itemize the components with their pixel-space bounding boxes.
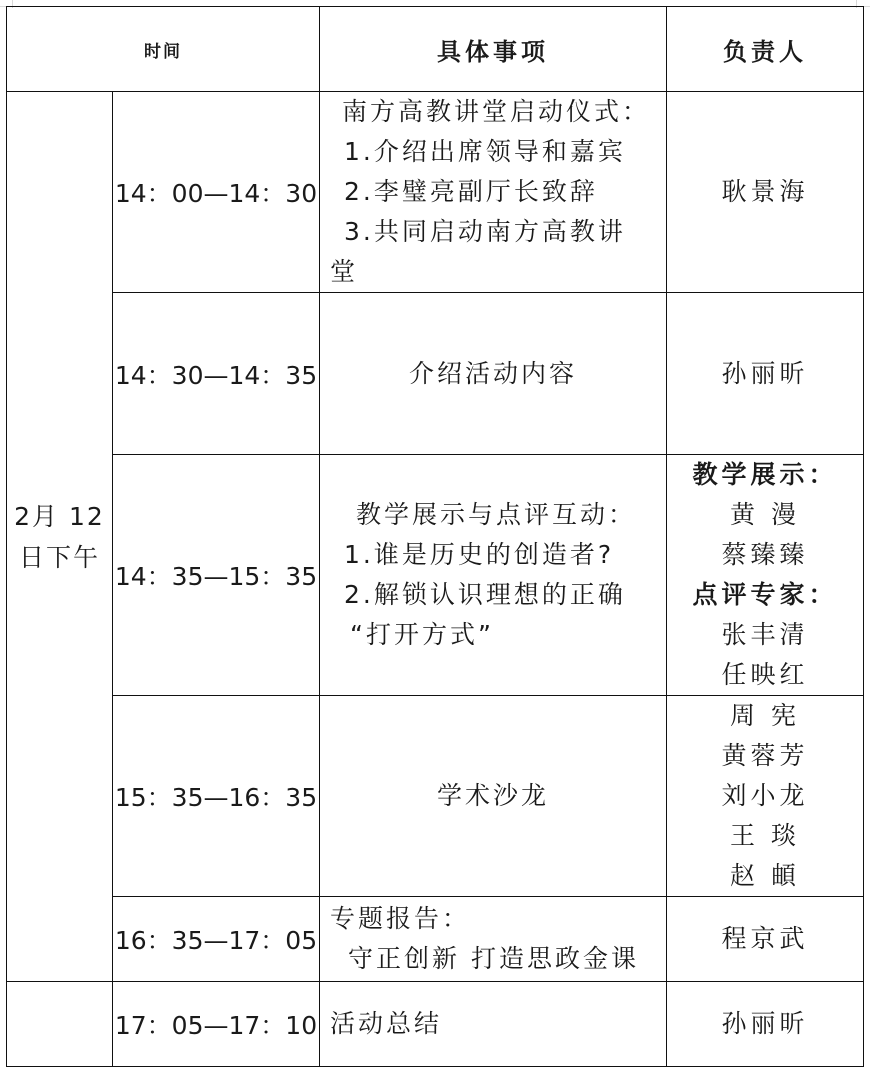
person-name: 王 琰	[730, 821, 800, 850]
time-cell: 14：35—15：35	[113, 455, 320, 696]
item-cell: 介绍活动内容	[320, 293, 667, 455]
schedule-table	[6, 6, 864, 1067]
table-row	[7, 455, 864, 696]
person-cell	[667, 696, 864, 897]
header-person: 负责人	[667, 7, 864, 92]
person-name: 刘小龙	[721, 781, 809, 810]
person-name: 蔡臻臻	[721, 540, 809, 569]
table-row	[7, 293, 864, 455]
time-cell: 15：35—16：35	[113, 696, 320, 897]
header-item: 具体事项	[320, 7, 667, 92]
person-group-title: 教学展示：	[692, 460, 838, 489]
person-cell: 耿景海	[667, 92, 864, 293]
item-line: 2.解锁认识理想的正确	[344, 580, 626, 609]
date-cell	[7, 92, 113, 982]
table-header-row	[7, 7, 864, 92]
item-cell	[320, 92, 667, 293]
person-cell	[667, 455, 864, 696]
person-name: 任映红	[721, 660, 809, 689]
item-line: 教学展示与点评互动：	[356, 500, 637, 529]
table-row	[7, 897, 864, 982]
table-row	[7, 982, 864, 1067]
person-name: 黄 漫	[730, 500, 800, 529]
person-name: 赵 頔	[730, 861, 800, 890]
header-time: 时间	[7, 7, 320, 92]
person-cell: 程京武	[667, 897, 864, 982]
item-line: 1.介绍出席领导和嘉宾	[344, 137, 626, 166]
person-group-title: 点评专家：	[692, 580, 838, 609]
empty-date-cell	[7, 982, 113, 1067]
date-line: 2月 12	[14, 501, 105, 531]
table-row	[7, 696, 864, 897]
person-cell: 孙丽昕	[667, 293, 864, 455]
item-cell	[320, 455, 667, 696]
date-line: 日下午	[18, 542, 100, 572]
item-line: 3.共同启动南方高教讲	[344, 217, 626, 246]
item-line: 南方高教讲堂启动仪式：	[342, 97, 651, 126]
person-name: 黄蓉芳	[721, 741, 809, 770]
time-cell: 14：30—14：35	[113, 293, 320, 455]
item-line: 专题报告：	[330, 904, 471, 933]
item-line: 1.谁是历史的创造者?	[344, 540, 615, 569]
item-cell: 学术沙龙	[320, 696, 667, 897]
item-line: “打开方式”	[350, 620, 494, 649]
table-row	[7, 92, 864, 293]
person-name: 张丰清	[721, 620, 809, 649]
time-cell: 14：00—14：30	[113, 92, 320, 293]
time-cell: 16：35—17：05	[113, 897, 320, 982]
item-line: 守正创新 打造思政金课	[348, 944, 639, 973]
person-name: 周 宪	[730, 701, 800, 730]
item-cell: 活动总结	[320, 982, 667, 1067]
time-cell: 17：05—17：10	[113, 982, 320, 1067]
item-line: 堂	[330, 257, 359, 286]
item-cell	[320, 897, 667, 982]
person-cell: 孙丽昕	[667, 982, 864, 1067]
item-line: 2.李璧亮副厅长致辞	[344, 177, 598, 206]
